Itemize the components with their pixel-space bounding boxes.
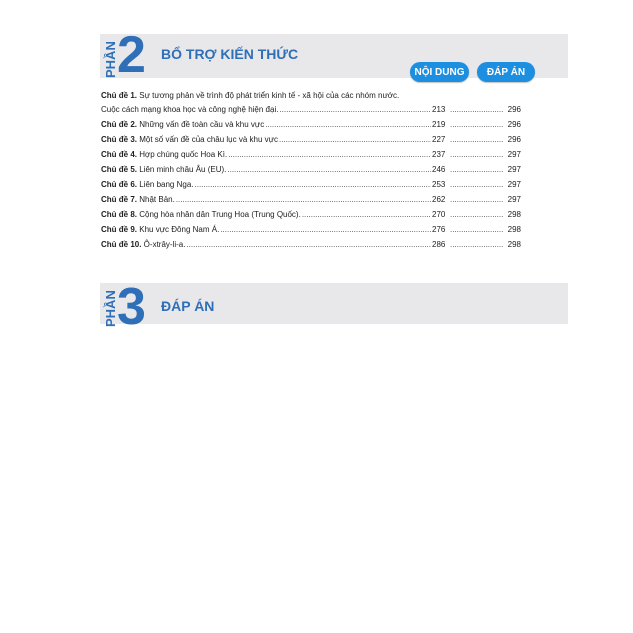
toc-row[interactable] bbox=[101, 162, 521, 177]
part3-title: ĐÁP ÁN bbox=[161, 298, 215, 314]
toc-row[interactable] bbox=[101, 237, 521, 252]
toc-row[interactable] bbox=[101, 102, 521, 117]
dot-leader bbox=[450, 102, 503, 117]
content-page-number: 286 bbox=[432, 240, 446, 249]
topic-prefix: Chủ đề 4. bbox=[101, 150, 138, 159]
dot-leader bbox=[228, 147, 431, 162]
dot-leader bbox=[450, 162, 503, 177]
dot-leader bbox=[450, 207, 503, 222]
answer-page-number: 296 bbox=[507, 135, 521, 144]
topic-prefix: Chủ đề 6. bbox=[101, 180, 138, 189]
dot-leader bbox=[450, 147, 503, 162]
topic-title: Khu vực Đông Nam Á. bbox=[137, 225, 220, 234]
answer-page-number: 296 bbox=[507, 105, 521, 114]
dot-leader bbox=[450, 192, 503, 207]
answer-page-number: 296 bbox=[507, 120, 521, 129]
dot-leader bbox=[265, 117, 431, 132]
topic-prefix: Chủ đề 3. bbox=[101, 135, 138, 144]
part3-label: PHẦN bbox=[103, 290, 118, 327]
content-page-number: 253 bbox=[432, 180, 446, 189]
dot-leader bbox=[450, 237, 503, 252]
content-page-number: 227 bbox=[432, 135, 446, 144]
part2-title: BỔ TRỢ KIẾN THỨC bbox=[161, 46, 299, 62]
dot-leader bbox=[186, 237, 431, 252]
dot-leader bbox=[176, 192, 431, 207]
toc-row[interactable] bbox=[101, 132, 521, 147]
content-page-number: 246 bbox=[432, 165, 446, 174]
topic-title: Liên minh châu Âu (EU). bbox=[137, 165, 227, 174]
part2-label: PHẦN bbox=[103, 41, 118, 78]
dot-leader bbox=[450, 117, 503, 132]
topic-prefix: Chủ đề 5. bbox=[101, 165, 138, 174]
topic-title: Cộng hòa nhân dân Trung Hoa (Trung Quốc). bbox=[137, 210, 301, 219]
content-button[interactable]: NỘI DUNG bbox=[410, 62, 469, 82]
topic-prefix: Chủ đề 10. bbox=[101, 240, 142, 249]
toc-row[interactable] bbox=[101, 222, 521, 237]
topic-title: Một số vấn đề của châu lục và khu vực bbox=[137, 135, 278, 144]
answers-button[interactable]: ĐÁP ÁN bbox=[477, 62, 535, 82]
content-page-number: 237 bbox=[432, 150, 446, 159]
topic-title: Sự tương phản về trình độ phát triển kinh tế - xã hội của các nhóm nước. bbox=[137, 91, 400, 100]
content-page-number: 262 bbox=[432, 195, 446, 204]
answer-page-number: 298 bbox=[507, 210, 521, 219]
topic-title: Liên bang Nga. bbox=[137, 180, 194, 189]
topic-prefix: Chủ đề 2. bbox=[101, 120, 138, 129]
toc-rows bbox=[101, 102, 521, 252]
dot-leader bbox=[279, 132, 431, 147]
dot-leader bbox=[450, 132, 503, 147]
topic-title: Ô-xtrây-li-a. bbox=[141, 240, 186, 249]
topic-prefix: Chủ đề 7. bbox=[101, 195, 138, 204]
answer-page-number: 297 bbox=[507, 150, 521, 159]
topic-title: Những vấn đề toàn cầu và khu vực bbox=[137, 120, 265, 129]
part2-number: 2 bbox=[117, 26, 146, 84]
dot-leader bbox=[195, 177, 431, 192]
toc-row[interactable] bbox=[101, 177, 521, 192]
toc-row[interactable] bbox=[101, 117, 521, 132]
content-page-number: 219 bbox=[432, 120, 446, 129]
topic-prefix: Chủ đề 1. bbox=[101, 91, 138, 100]
dot-leader bbox=[450, 177, 503, 192]
topic-prefix: Chủ đề 8. bbox=[101, 210, 138, 219]
answer-page-number: 298 bbox=[507, 225, 521, 234]
topic-title: Nhật Bản. bbox=[137, 195, 175, 204]
answer-page-number: 297 bbox=[507, 180, 521, 189]
topic-title: Hợp chúng quốc Hoa Kì. bbox=[137, 150, 228, 159]
content-page-number: 213 bbox=[432, 105, 446, 114]
topic-title: Cuộc cách mạng khoa học và công nghệ hiện đại. bbox=[101, 105, 279, 114]
toc-row[interactable] bbox=[101, 192, 521, 207]
answer-page-number: 297 bbox=[507, 165, 521, 174]
content-page-number: 270 bbox=[432, 210, 446, 219]
toc-row[interactable] bbox=[101, 147, 521, 162]
answer-page-number: 298 bbox=[507, 240, 521, 249]
content-page-number: 276 bbox=[432, 225, 446, 234]
table-of-contents bbox=[101, 90, 521, 252]
dot-leader bbox=[450, 222, 503, 237]
dot-leader bbox=[220, 222, 431, 237]
dot-leader bbox=[302, 207, 431, 222]
part3-number: 3 bbox=[117, 278, 146, 336]
topic-prefix: Chủ đề 9. bbox=[101, 225, 138, 234]
toc-intro-line bbox=[101, 90, 521, 102]
dot-leader bbox=[279, 102, 431, 117]
toc-row[interactable] bbox=[101, 207, 521, 222]
answer-page-number: 297 bbox=[507, 195, 521, 204]
dot-leader bbox=[227, 162, 431, 177]
